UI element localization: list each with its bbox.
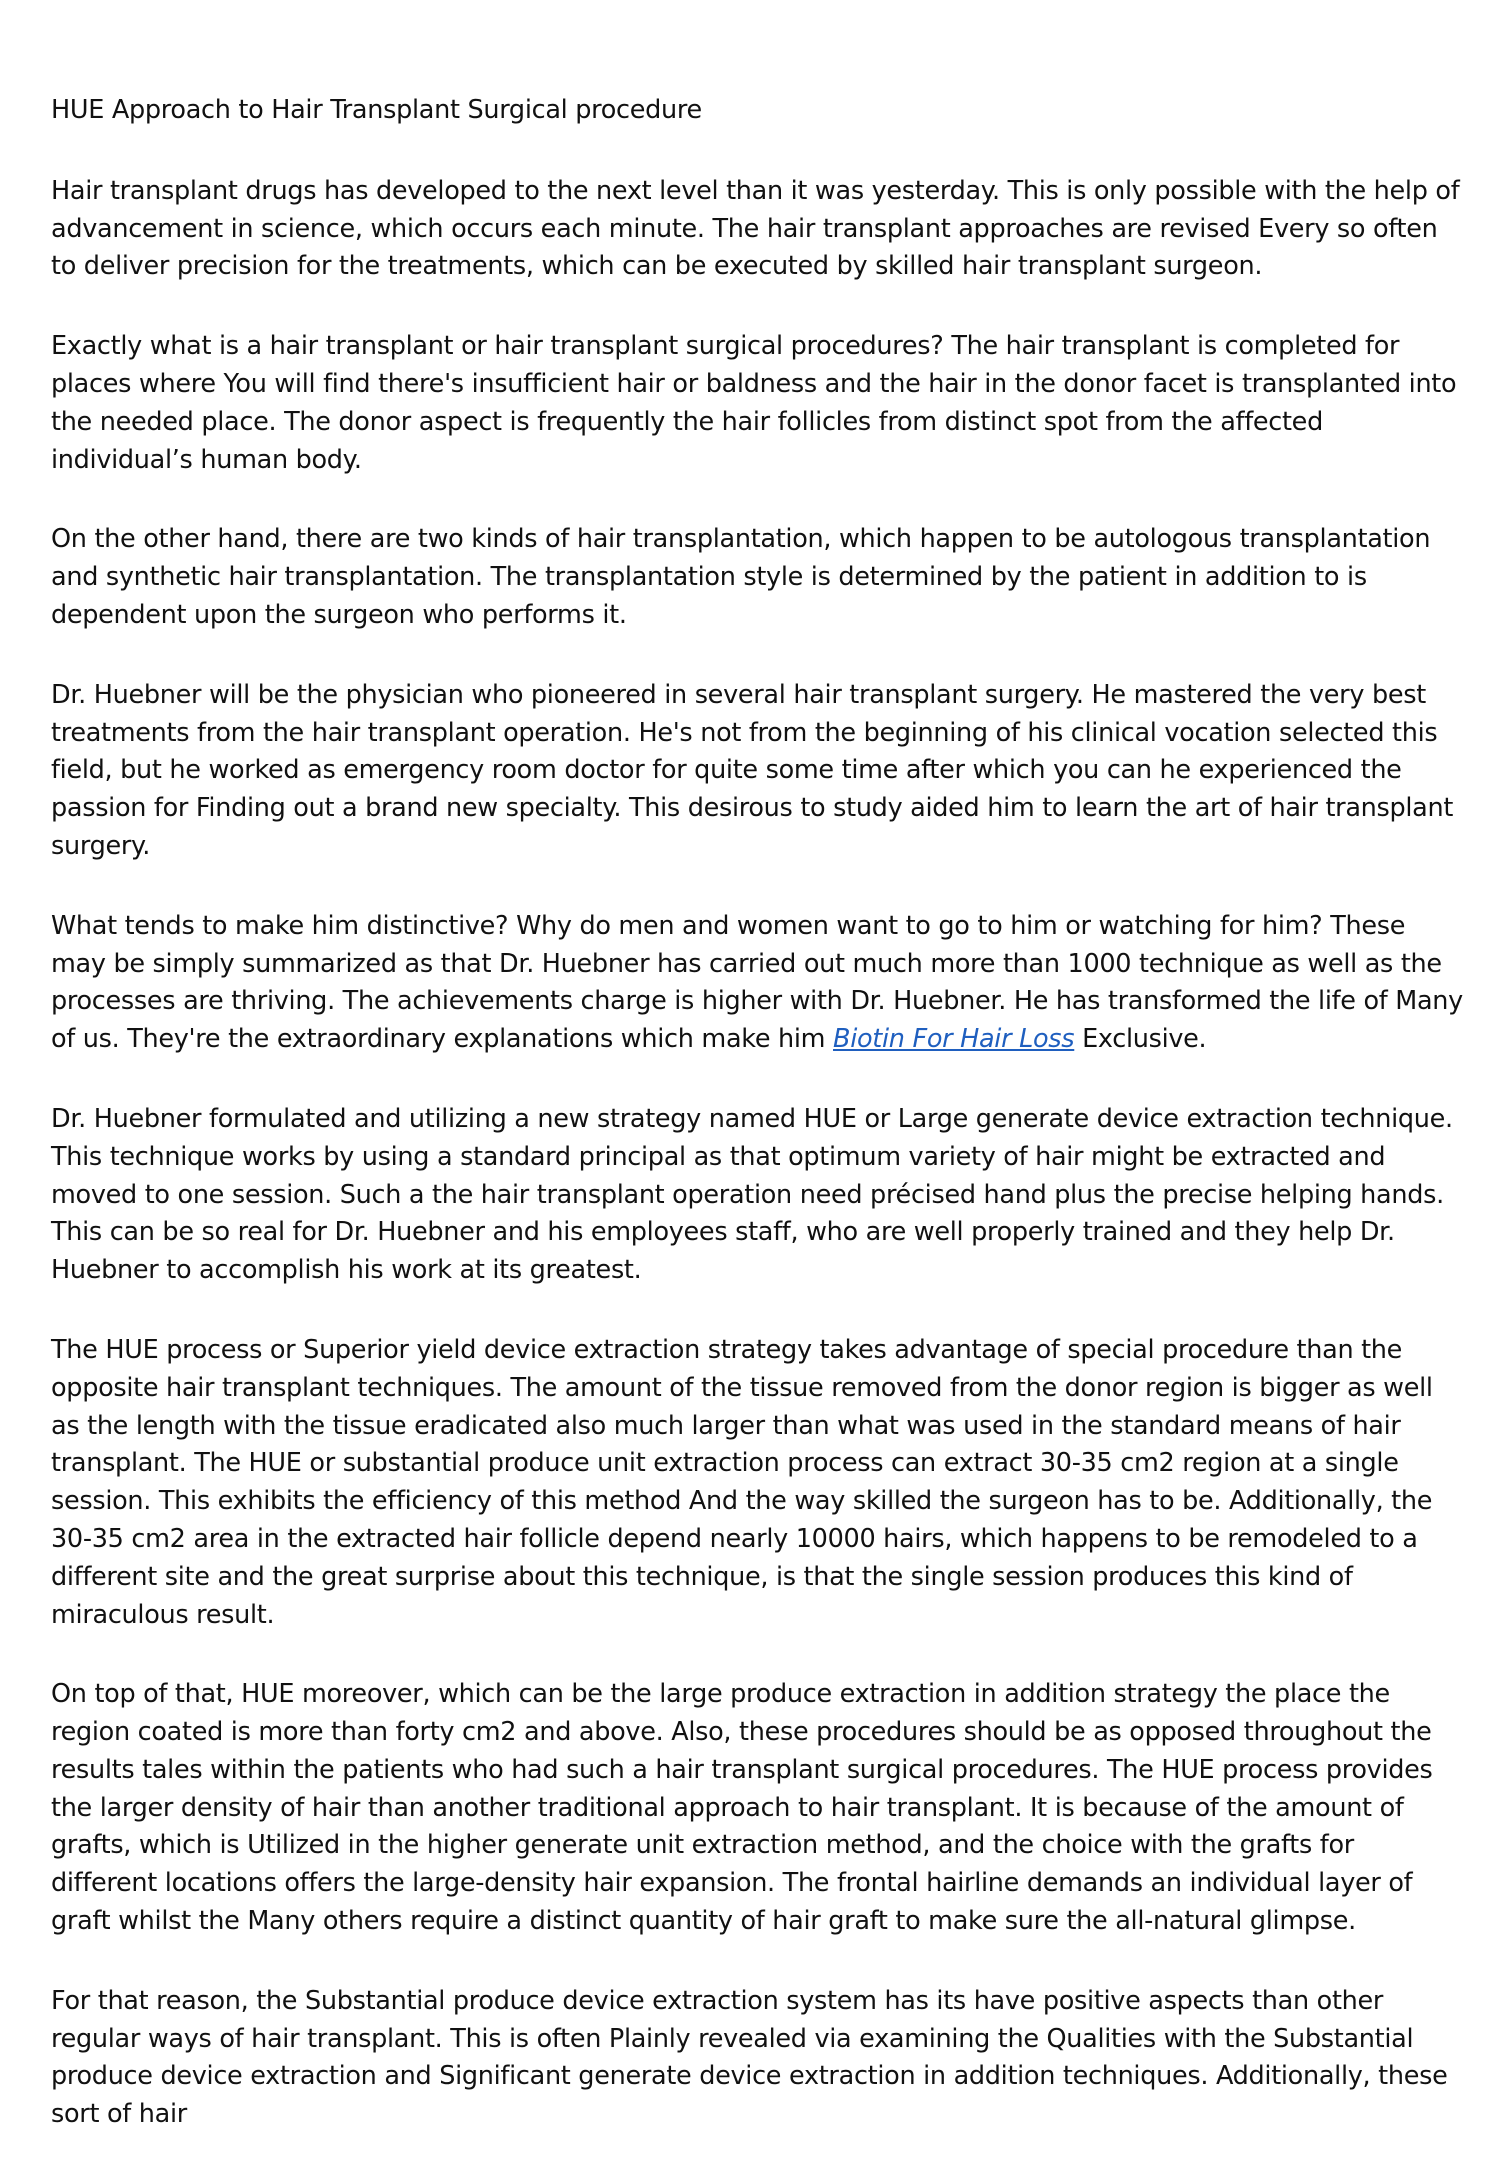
biotin-for-hair-loss-link[interactable]: Biotin For Hair Loss <box>833 1024 1075 1055</box>
document-title: HUE Approach to Hair Transplant Surgical procedure <box>51 95 702 125</box>
document-page <box>51 92 1463 2176</box>
paragraph-5 <box>51 908 1463 1059</box>
paragraph-7: The HUE process or Superior yield device extraction strategy takes advantage of special procedure than the opposite hair transplant techniques. The amount of the tissue removed from the donor region is bigger as well as the length with the tissue eradicated also much larger than what was used in the standard means of hair transplant. The HUE or substantial produce unit extraction process can extract 30-35 cm2 region at a single session. This exhibits the efficiency of this method And the way skilled the surgeon has to be. Additionally, the 30-35 cm2 area in the extracted hair follicle depend nearly 10000 hairs, which happens to be remodeled to a different site and the great surprise about this technique, is that the single session produces this kind of miraculous result. <box>51 1334 1433 1630</box>
paragraph-3: On the other hand, there are two kinds of hair transplantation, which happen to be autologous transplantation and synthetic hair transplantation. The transplantation style is determined by the patient in addition to is dependent upon the surgeon who performs it. <box>51 524 1431 630</box>
paragraph-5-text-after: Exclusive. <box>1074 1024 1207 1055</box>
paragraph-4: Dr. Huebner will be the physician who pioneered in several hair transplant surgery. He mastered the very best treatments from the hair transplant operation. He's not from the beginning of his clinical vocation selected this field, but he worked as emergency room doctor for quite some time after which you can he experienced the passion for Finding out a brand new specialty. This desirous to study aided him to learn the art of hair transplant surgery. <box>51 679 1454 861</box>
paragraph-5-text-before: What tends to make him distinctive? Why do men and women want to go to him or watching for him? These may be simply summarized as that Dr. Huebner has carried out much more than 1000 technique as well as the processes are thriving. The achievements charge is higher with Dr. Huebner. He has transformed the life of Many of us. They're the extraordinary explanations which make him <box>51 910 1463 1055</box>
paragraph-9: For that reason, the Substantial produce device extraction system has its have positive aspects than other regular ways of hair transplant. This is often Plainly revealed via examining the Qualities with the Substantial produce device extraction and Significant generate device extraction in addition techniques. Additionally, these sort of hair <box>51 1985 1448 2130</box>
paragraph-8: On top of that, HUE moreover, which can be the large produce extraction in addition strategy the place the region coated is more than forty cm2 and above. Also, these procedures should be as opposed throughout the results tales within the patients who had such a hair transplant surgical procedures. The HUE process provides the larger density of hair than another traditional approach to hair transplant. It is because of the amount of grafts, which is Utilized in the higher generate unit extraction method, and the choice with the grafts for different locations offers the large-density hair expansion. The frontal hairline demands an individual layer of graft whilst the Many others require a distinct quantity of hair graft to make sure the all-natural glimpse. <box>51 1679 1433 1937</box>
paragraph-6: Dr. Huebner formulated and utilizing a new strategy named HUE or Large generate device extraction technique. This technique works by using a standard principal as that optimum variety of hair might be extracted and moved to one session. Such a the hair transplant operation need précised hand plus the precise helping hands. This can be so real for Dr. Huebner and his employees staff, who are well properly trained and they help Dr. Huebner to accomplish his work at its greatest. <box>51 1103 1453 1286</box>
paragraph-2: Exactly what is a hair transplant or hair transplant surgical procedures? The hair transplant is completed for places where You will find there's insufficient hair or baldness and the hair in the donor facet is transplanted into the needed place. The donor aspect is frequently the hair follicles from distinct spot from the affected individual’s human body. <box>51 331 1457 475</box>
paragraph-1: Hair transplant drugs has developed to the next level than it was yesterday. This is only possible with the help of advancement in science, which occurs each minute. The hair transplant approaches are revised Every so often to deliver precision for the treatments, which can be executed by skilled hair transplant surgeon. <box>51 175 1460 282</box>
